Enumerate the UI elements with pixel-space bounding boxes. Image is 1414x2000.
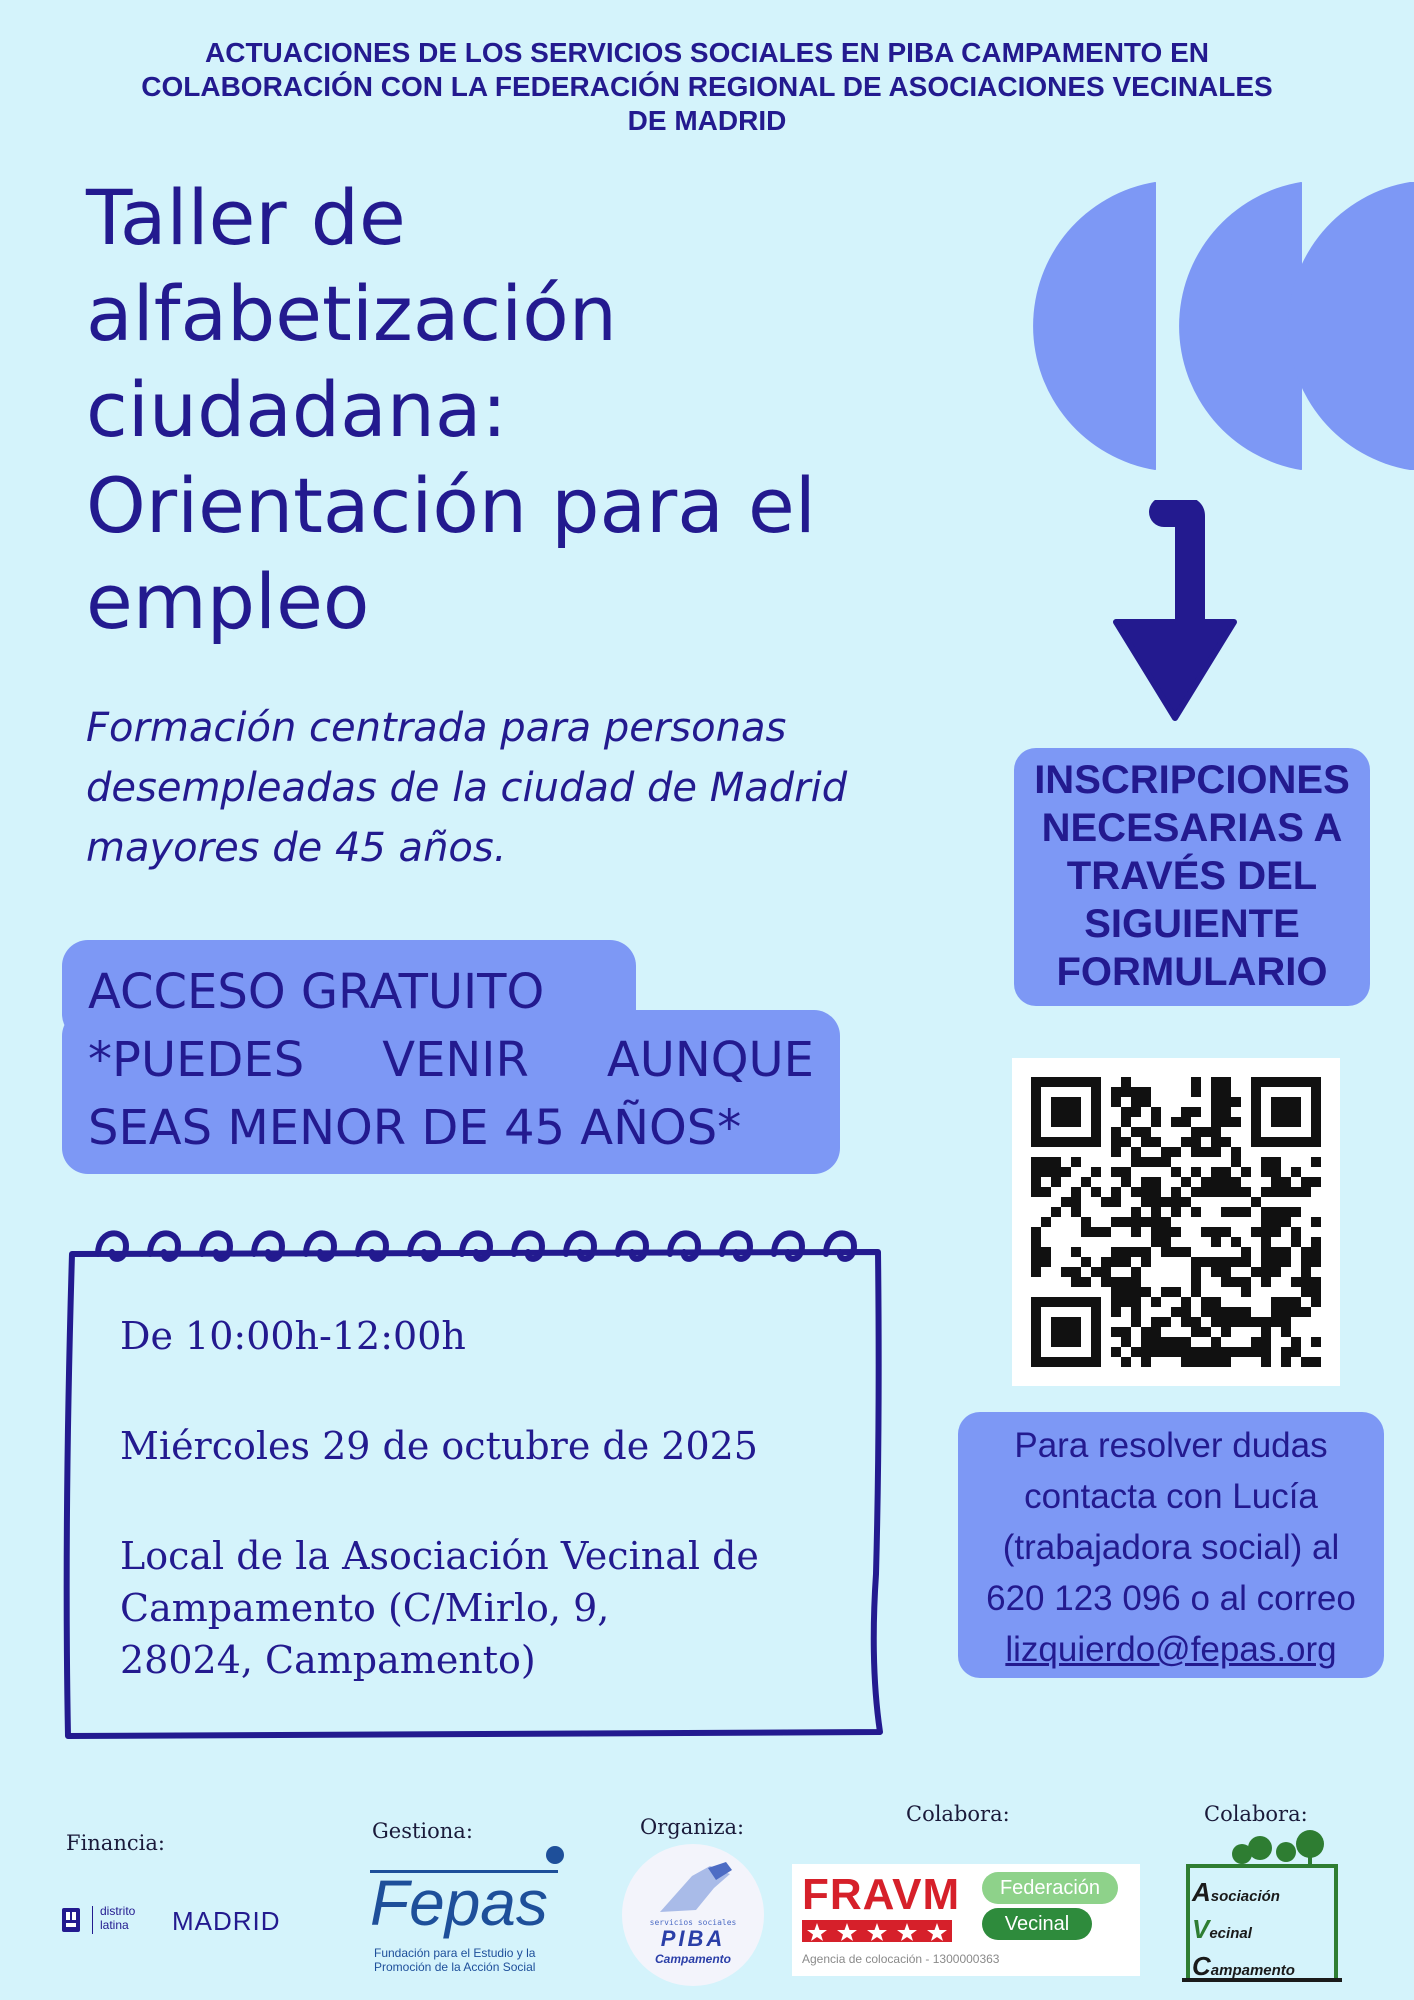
event-time: De 10:00h-12:00h <box>120 1314 466 1358</box>
title-line: Orientación para el <box>86 461 816 550</box>
avc-rest: ecinal <box>1209 1925 1252 1942</box>
access-word: VENIR <box>382 1032 529 1088</box>
avc-logo <box>1182 1830 1342 1982</box>
piba-sub: Campamento <box>654 1952 731 1966</box>
colabora-label: Colabora: <box>906 1802 1010 1826</box>
avc-rest: sociación <box>1210 1888 1280 1905</box>
registration-line: FORMULARIO <box>1056 950 1328 994</box>
qr-code-graphic <box>1012 1058 1340 1386</box>
location-line: Campamento (C/Mirlo, 9, <box>120 1586 610 1630</box>
registration-notice <box>1014 748 1370 1006</box>
fravm-stars-icon <box>802 1920 952 1942</box>
piba-figure-icon <box>652 1858 738 1918</box>
fepas-tag-line: Promoción de la Acción Social <box>374 1960 536 1974</box>
access-note-line <box>88 1026 814 1094</box>
piba-name: PIBA <box>660 1926 726 1951</box>
header-title <box>60 36 1354 138</box>
madrid-wordmark: MADRID <box>172 1906 281 1936</box>
header-line: DE MADRID <box>627 105 787 136</box>
contact-line: (trabajadora social) al <box>1002 1528 1340 1567</box>
location-line: 28024, Campamento) <box>120 1638 536 1682</box>
qr-code[interactable] <box>1012 1058 1340 1386</box>
subtitle-line: Formación centrada para personas <box>86 705 787 751</box>
contact-info <box>958 1412 1384 1678</box>
fravm-federacion-pill: Federación <box>982 1872 1118 1904</box>
fepas-wordmark: Fepas <box>370 1867 548 1939</box>
distrito-latina <box>100 1904 135 1932</box>
contact-email-link[interactable]: lizquierdo@fepas.org <box>1005 1630 1337 1669</box>
avc-left-bar <box>1186 1866 1190 1982</box>
location-line: Local de la Asociación Vecinal de <box>120 1534 759 1578</box>
madrid-crest-icon <box>60 1906 82 1934</box>
avc-rest: ampamento <box>1210 1962 1295 1979</box>
subtitle-line: desempleadas de la ciudad de Madrid <box>86 765 848 811</box>
event-location <box>120 1530 860 1686</box>
free-access-label: ACCESO GRATUITO <box>88 964 545 1020</box>
registration-line: INSCRIPCIONES <box>1034 758 1350 802</box>
latina-text: latina <box>100 1918 129 1932</box>
title-line: ciudadana: <box>86 365 508 454</box>
avc-initial: C <box>1192 1951 1211 1981</box>
fravm-logo <box>792 1864 1140 1976</box>
fravm-vecinal-pill: Vecinal <box>982 1908 1092 1940</box>
access-banner-text <box>88 958 814 1162</box>
title-line: empleo <box>86 557 370 646</box>
avc-initial: A <box>1192 1877 1211 1907</box>
header-line: COLABORACIÓN CON LA FEDERACIÓN REGIONAL DE ASOCIACIONES VECINALES <box>141 71 1273 102</box>
distrito-text: distrito <box>100 1904 136 1918</box>
contact-line: contacta con Lucía <box>1024 1477 1318 1516</box>
fravm-stars-band <box>802 1920 952 1942</box>
fravm-agency-text: Agencia de colocación - 1300000363 <box>802 1952 1000 1966</box>
registration-line: NECESARIAS A <box>1041 806 1343 850</box>
piba-small-text: servicios sociales <box>649 1918 737 1927</box>
avc-trees-icon <box>1182 1830 1342 1874</box>
colabora-label-2: Colabora: <box>1204 1802 1308 1826</box>
semicircle-decoration-left <box>1000 176 1414 470</box>
avc-right-bar <box>1334 1866 1338 1982</box>
avc-wordmark <box>1192 1876 1295 1987</box>
avc-line <box>1192 1876 1295 1913</box>
access-word: *PUEDES <box>88 1032 305 1088</box>
header-line: ACTUACIONES DE LOS SERVICIOS SOCIALES EN PIBA CAMPAMENTO EN <box>205 37 1209 68</box>
title-line: Taller de <box>86 173 406 262</box>
avc-line <box>1192 1950 1295 1987</box>
madrid-divider <box>92 1906 93 1934</box>
access-note-line: SEAS MENOR DE 45 AÑOS* <box>88 1100 742 1156</box>
financia-label: Financia: <box>66 1831 165 1855</box>
subtitle-line: mayores de 45 años. <box>86 825 507 871</box>
fepas-tagline <box>374 1946 535 1974</box>
fravm-wordmark: FRAVM <box>802 1870 961 1919</box>
gestiona-label: Gestiona: <box>372 1819 473 1843</box>
down-arrow-icon <box>1110 500 1240 724</box>
registration-line: TRAVÉS DEL <box>1066 854 1318 898</box>
title-line: alfabetización <box>86 269 617 358</box>
avc-line <box>1192 1913 1295 1950</box>
event-details <box>120 1310 860 1686</box>
registration-line: SIGUIENTE <box>1084 902 1300 946</box>
fepas-tag-line: Fundación para el Estudio y la <box>374 1946 536 1960</box>
access-word: AUNQUE <box>606 1032 814 1088</box>
avc-initial: V <box>1192 1914 1210 1944</box>
piba-logo <box>622 1844 764 1986</box>
contact-line: 620 123 096 o al correo <box>986 1579 1356 1618</box>
contact-line: Para resolver dudas <box>1014 1426 1328 1465</box>
target-audience-text <box>86 698 906 878</box>
madrid-logo <box>60 1900 300 1940</box>
fepas-dot <box>546 1846 564 1864</box>
workshop-title <box>86 170 906 650</box>
organiza-label: Organiza: <box>640 1815 745 1839</box>
event-date: Miércoles 29 de octubre de 2025 <box>120 1424 758 1468</box>
fepas-logo <box>370 1846 570 1976</box>
